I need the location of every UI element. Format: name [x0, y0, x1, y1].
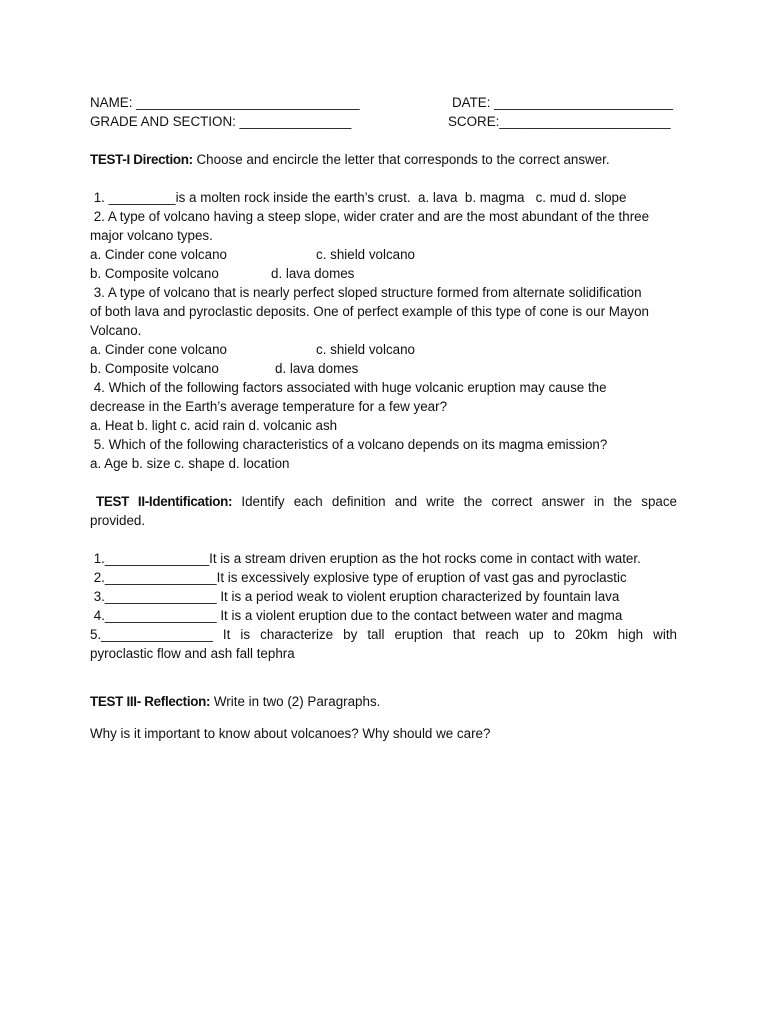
test3-heading: TEST III- Reflection:: [90, 694, 211, 709]
test1-q2-option-a: a. Cinder cone volcano: [90, 247, 227, 262]
test1-direction: [90, 150, 610, 169]
grade-section-field: GRADE AND SECTION: _______________: [90, 114, 352, 129]
test1-q4-options: a. Heat b. light c. acid rain d. volcanic ash: [90, 418, 338, 433]
test2-item-2: 2._______________It is excessively explosive type of eruption of vast gas and pyroclastic: [90, 570, 627, 585]
test1-q5-options: a. Age b. size c. shape d. location: [90, 456, 290, 471]
test1-q3-option-c: c. shield volcano: [316, 342, 415, 357]
test1-q3-option-a: a. Cinder cone volcano: [90, 342, 227, 357]
test2-item-3: 3._______________ It is a period weak to violent eruption characterized by fountain lava: [90, 589, 620, 604]
test1-q3-option-b: b. Composite volcano: [90, 361, 219, 376]
test1-question-5-line-1: 5. Which of the following characteristics of a volcano depends on its magma emission?: [90, 437, 608, 452]
date-field: DATE: ________________________: [452, 95, 673, 110]
test2-heading: TEST II-Identification:: [96, 494, 233, 509]
test1-q2-option-c: c. shield volcano: [316, 247, 415, 262]
test3-instruction: Write in two (2) Paragraphs.: [210, 694, 381, 709]
test2-item-5-line-1: 5._______________ It is characterize by tall eruption that reach up to 20km high with: [90, 627, 677, 642]
test3-question: Why is it important to know about volcanoes? Why should we care?: [90, 726, 491, 741]
test1-question-1: 1. _________is a molten rock inside the earth’s crust. a. lava b. magma c. mud d. slope: [90, 190, 627, 205]
score-field: SCORE:_______________________: [448, 114, 671, 129]
test3-direction: [90, 692, 380, 711]
test1-q2-option-d: d. lava domes: [271, 266, 355, 281]
name-field: NAME: ______________________________: [90, 95, 360, 110]
test1-question-4-line-2: decrease in the Earth’s average temperature for a few year?: [90, 399, 448, 414]
test1-question-3-line-2: of both lava and pyroclastic deposits. One of perfect example of this type of cone is our Mayon: [90, 304, 649, 319]
test2-item-1: 1.______________It is a stream driven eruption as the hot rocks come in contact with water.: [90, 551, 641, 566]
test1-instruction: Choose and encircle the letter that corresponds to the correct answer.: [192, 152, 610, 167]
test2-direction-line-1: [90, 492, 677, 511]
test1-question-3-line-3: Volcano.: [90, 323, 142, 338]
test2-instruction-line-1: Identify each definition and write the correct answer in the space: [241, 494, 677, 509]
test1-question-2-line-2: major volcano types.: [90, 228, 213, 243]
test2-item-4: 4._______________ It is a violent eruption due to the contact between water and magma: [90, 608, 623, 623]
test1-q2-option-b: b. Composite volcano: [90, 266, 219, 281]
test1-q3-option-d: d. lava domes: [275, 361, 359, 376]
test1-heading: TEST-I Direction:: [90, 152, 193, 167]
test1-question-3-line-1: 3. A type of volcano that is nearly perfect sloped structure formed from alternate solidification: [90, 285, 642, 300]
test2-item-5-line-2: pyroclastic flow and ash fall tephra: [90, 646, 295, 661]
test1-question-4-line-1: 4. Which of the following factors associated with huge volcanic eruption may cause the: [90, 380, 607, 395]
test2-instruction-line-2: provided.: [90, 513, 146, 528]
test1-question-2-line-1: 2. A type of volcano having a steep slope, wider crater and are the most abundant of the three: [90, 209, 650, 224]
